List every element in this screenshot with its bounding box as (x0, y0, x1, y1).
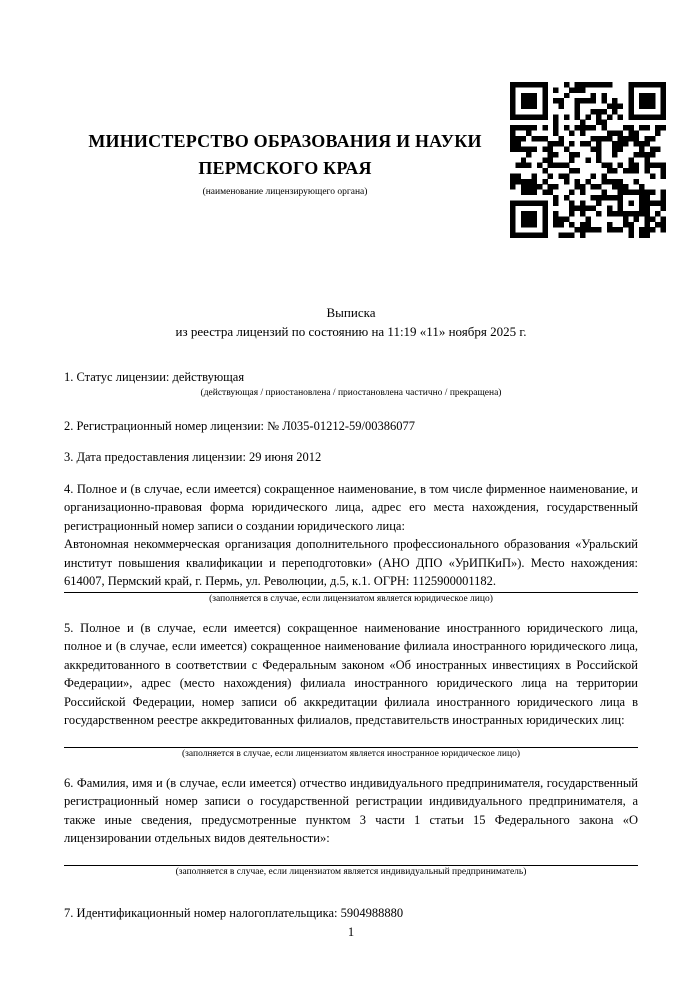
status-options-caption: (действующая / приостановлена / приостановлена частично / прекращена) (200, 387, 502, 398)
document-title-block (64, 303, 638, 341)
license-date-line: 3. Дата предоставления лицензии: 29 июня 2012 (64, 450, 322, 464)
registration-number-line: 2. Регистрационный номер лицензии: № Л035-01212-59/00386077 (64, 418, 415, 433)
legal-entity-caption: (заполняется в случае, если лицензиатом является юридическое лицо) (209, 593, 493, 604)
document-subtitle: из реестра лицензий по состоянию на 11:19 «11» ноября 2025 г. (175, 324, 527, 339)
foreign-entity-section (64, 619, 638, 761)
ministry-name-line2: ПЕРМСКОГО КРАЯ (198, 158, 372, 178)
legal-entity-value: Автономная некоммерческая организация дополнительного профессионального образования «Уральский институт повышения квалификации и переподготовки» (АНО ДПО «УрИПКиП»). Место нахождения: 614007, Пермский край, г. Пермь, ул. Революции, д.5, к.1. ОГРН: 1125900001182. (64, 535, 638, 593)
foreign-entity-fill-line (64, 730, 638, 748)
license-status-section (64, 368, 638, 400)
license-status-line: 1. Статус лицензии: действующая (64, 370, 245, 384)
qr-code-icon (510, 82, 666, 238)
entrepreneur-clause-text: 6. Фамилия, имя и (в случае, если имеется) отчество индивидуального предпринимателя, государственный регистрационный номер записи о государственной регистрации индивидуального предпринимателя, а также иные сведения, предусмотренные пунктом 3 части 1 статьи 15 Федерального закона «О лицензировании отдельных видов деятельности»: (64, 775, 638, 845)
ministry-name-line1: МИНИСТЕРСТВО ОБРАЗОВАНИЯ И НАУКИ (88, 131, 482, 151)
legal-entity-clause-text: 4. Полное и (в случае, если имеется) сокращенное наименование, в том числе фирменное наименование, и организационно-правовая форма юридического лица, адрес его места нахождения, государственный регистрационный номер записи о создании юридического лица: (64, 481, 638, 533)
entrepreneur-caption: (заполняется в случае, если лицензиатом является индивидуальный предприниматель) (175, 866, 527, 877)
entrepreneur-section (64, 774, 638, 879)
document-title: Выписка (326, 305, 376, 320)
document-body (64, 368, 638, 922)
taxpayer-inn-line: 7. Идентификационный номер налогоплательщика: 5904988880 (64, 905, 404, 920)
foreign-entity-clause-text: 5. Полное и (в случае, если имеется) сокращенное наименование иностранного юридического лица, полное и (в случае, если имеется) сокращенное наименование филиала иностранного юридического лица, аккредитованного в соответствии с Федеральным законом «Об иностранных инвестициях в Российской Федерации», адрес (место нахождения) филиала иностранного юридического лица на территории Российской Федерации, номер записи об аккредитации филиала иностранного юридического лица в государственном реестре аккредитованных филиалов, представительств иностранных юридических лиц: (64, 620, 638, 727)
ministry-caption: (наименование лицензирующего органа) (202, 187, 368, 197)
licensing-authority-header (60, 128, 510, 199)
foreign-entity-caption: (заполняется в случае, если лицензиатом является иностранное юридическое лицо) (182, 748, 520, 759)
page-number: 1 (347, 925, 355, 939)
legal-entity-section (64, 480, 638, 606)
entrepreneur-fill-line (64, 848, 638, 866)
